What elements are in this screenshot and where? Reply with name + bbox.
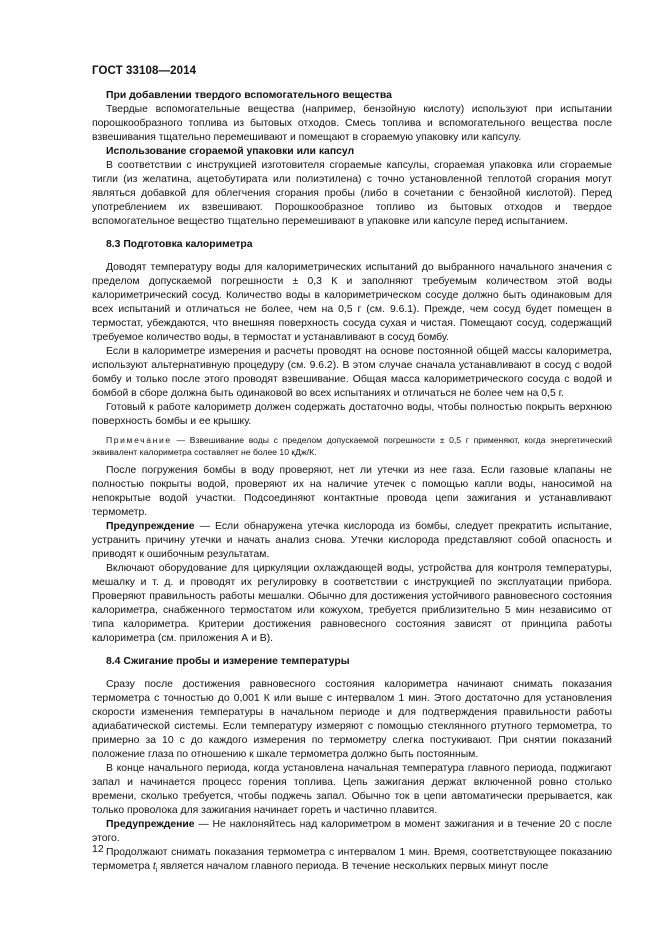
warning-paragraph — [92, 818, 612, 846]
section-heading-8-3: 8.3 Подготовка калориметра — [106, 239, 253, 250]
warning-paragraph — [92, 520, 612, 562]
paragraph-text: является началом главного периода. В течение нескольких первых минут после — [157, 861, 549, 872]
paragraph: Твердые вспомогательные вещества (например, бензойную кислоту) используют при испытании порошкообразного топлива из бытовых отходов. Смесь топлива и вспомогательного вещества после взвешивания тщательно перемешивают и помещают в сгораемую упаковку или капсулу. — [92, 104, 612, 143]
warning-text: — Не наклоняйтесь над калориметром в момент зажигания и в течение 20 с после этого. — [92, 819, 612, 844]
paragraph: Если в калориметре измерения и расчеты проводят на основе постоянной общей массы калориметра, используют альтернативную процедуру (см. 9.6.2). В этом случае сначала устанавливают в сосуд с водой бомбу и только после этого проводят взвешивание. Общая масса калориметрического сосуда с водой и бомбой в сборе должна быть одинаковой во всех испытаниях и отличаться не более чем на 0,5 г. — [92, 346, 612, 399]
subheading-solid-additive: При добавлении твердого вспомогательного вещества — [106, 90, 392, 101]
section-heading-8-4: 8.4 Сжигание пробы и измерение температуры — [106, 656, 350, 667]
document-code: ГОСТ 33108—2014 — [92, 65, 197, 77]
warning-label: Предупреждение — [106, 521, 195, 532]
subheading-combustible-capsules: Использование сгораемой упаковки или капсул — [106, 146, 355, 157]
paragraph: В соответствии с инструкцией изготовителя сгораемые капсулы, сгораемая упаковка или сгораемые тигли (из желатина, ацетобутирата или полиэтилена) с точно установленной теплотой сгорания могут являться добавкой для облегчения сгорания пробы (либо в сочетании с бензойной кислотой). Перед употреблением их взвешивают. Порошкообразное топливо из бытовых отходов и твердое вспомогательное вещество тщательно перемешивают в упаковке или капсуле перед испытанием. — [92, 160, 612, 227]
warning-label: Предупреждение — [106, 819, 195, 830]
paragraph: Готовый к работе калориметр должен содержать достаточно воды, чтобы полностью покрыть верхнюю поверхность бомбы и ее крышку. — [92, 402, 612, 427]
paragraph-text: Продолжают снимать показания термометра с интервалом 1 мин. Время, соответствующее показанию термометра — [92, 847, 612, 872]
warning-text: — Если обнаружена утечка кислорода из бомбы, следует прекратить испытание, устранить причину утечки и начать анализ снова. Утечки кислорода представляют собой опасность и приводят к ошибочным результатам. — [92, 521, 612, 560]
variable-subscript: i — [155, 867, 158, 875]
paragraph: Включают оборудование для циркуляции охлаждающей воды, устройства для контроля температуры, мешалку и т. д. и проводят их регулировку в соответствии с инструкцией по эксплуатации прибора. Проверяют правильность работы мешалки. Обычно для достижения устойчивого равновесного состояния калориметра, снабженного термостатом или кожухом, требуется приблизительно 5 мин независимо от типа калориметра. Критерии достижения равновесного состояния зависят от принципа работы калориметра (см. приложения А и В). — [92, 563, 612, 644]
paragraph — [92, 846, 612, 878]
note — [92, 435, 612, 458]
note-label: Примечание — [106, 435, 172, 445]
variable-t: t — [152, 861, 156, 872]
note-text: — Взвешивание воды с пределом допускаемой погрешности ± 0,5 г применяют, когда энергетический эквивалент калориметра составляет не более 10 кДж/К. — [92, 435, 612, 457]
paragraph: Сразу после достижения равновесного состояния калориметра начинают снимать показания термометра с точностью до 0,001 К или выше с интервалом 1 мин. Этого достаточно для установления скорости изменения температуры в начальном периоде и для подтверждения правильности работы адиабатической системы. Если температуру измеряют с помощью стеклянного ртутного термометра, то примерно за 10 с до каждого измерения по термометру слегка постукивают. При снятии показаний положение глаза по отношению к шкале термометра должно быть постоянным. — [92, 679, 612, 760]
paragraph: Доводят температуру воды для калориметрических испытаний до выбранного начального значения с пределом допускаемой погрешности ± 0,3 К и заполняют требуемым количеством этой воды калориметрический сосуд. Количество воды в калориметрическом сосуде должно быть одинаковым для всех испытаний и отличаться не более, чем на 0,5 г (см. 9.6.1). Прежде, чем сосуд будет помещен в термостат, убеждаются, что внешняя поверхность сосуда сухая и чистая. Помещают сосуд, содержащий требуемое количество воды, в термостат и устанавливают в сосуд бомбу. — [92, 262, 612, 343]
paragraph: После погружения бомбы в воду проверяют, нет ли утечки из нее газа. Если газовые клапаны не полностью покрыты водой, проверяют их на наличие утечек с помощью капли воды, наносимой на непокрытые водой участки. Подсоединяют контактные провода цепи зажигания и устанавливают термометр. — [92, 465, 612, 518]
page-number: 12 — [92, 843, 104, 855]
page-body — [92, 89, 612, 878]
paragraph: В конце начального периода, когда установлена начальная температура главного периода, поджигают запал и начинается процесс горения топлива. Цепь зажигания держат включенной ровно столько времени, сколько требуется, чтобы поджечь запал. Обычно ток в цепи автоматически прерывается, как только проволока для зажигания начинает гореть и частично плавится. — [92, 763, 612, 816]
